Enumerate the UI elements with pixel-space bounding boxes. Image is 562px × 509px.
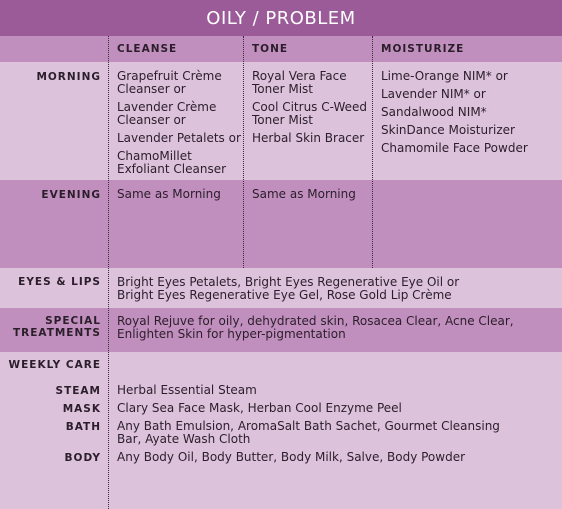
steam-text: Herbal Essential Steam xyxy=(117,383,257,397)
mask-label: MASK xyxy=(62,403,101,415)
morning-cleanse-item: ChamoMillet Exfoliant Cleanser xyxy=(117,149,227,176)
column-moisturize: MOISTURIZE xyxy=(381,43,465,55)
morning-moisturize-item: Lime-Orange NIM* or xyxy=(381,69,508,83)
weekly-care-label: WEEKLY CARE xyxy=(8,359,101,371)
column-divider xyxy=(372,36,373,268)
morning-moisturize-item: SkinDance Moisturizer xyxy=(381,123,515,137)
special-treatments-row xyxy=(0,308,562,352)
steam-label: STEAM xyxy=(55,385,101,397)
evening-label: EVENING xyxy=(41,189,101,201)
body-label: BODY xyxy=(64,452,101,464)
eyes-lips-text: Bright Eyes Petalets, Bright Eyes Regenerative Eye Oil or Bright Eyes Regenerative Eye Gel, Rose Gold Lip Crème xyxy=(117,275,460,302)
morning-label: MORNING xyxy=(36,71,101,83)
special-treatments-text: Royal Rejuve for oily, dehydrated skin, Rosacea Clear, Acne Clear, Enlighten Skin for hyper-pigmentation xyxy=(117,314,514,341)
bath-label: BATH xyxy=(65,421,101,433)
evening-row xyxy=(0,180,562,268)
mask-text: Clary Sea Face Mask, Herban Cool Enzyme Peel xyxy=(117,401,402,415)
morning-moisturize-item: Lavender NIM* or xyxy=(381,87,486,101)
morning-moisturize-item: Chamomile Face Powder xyxy=(381,141,528,155)
bath-text: Any Bath Emulsion, AromaSalt Bath Sachet, Gourmet Cleansing Bar, Ayate Wash Cloth xyxy=(117,419,500,446)
morning-row xyxy=(0,62,562,180)
morning-cleanse-item: Lavender Crème Cleanser or xyxy=(117,100,217,127)
morning-tone-item: Cool Citrus C-Weed Toner Mist xyxy=(252,100,368,127)
morning-cleanse-item: Grapefruit Crème Cleanser or xyxy=(117,69,222,96)
morning-moisturize-item: Sandalwood NIM* xyxy=(381,105,487,119)
morning-moisturize xyxy=(381,70,556,160)
weekly-care-row xyxy=(0,352,562,509)
special-treatments-label: SPECIAL TREATMENTS xyxy=(12,315,101,339)
column-divider xyxy=(108,36,109,509)
morning-cleanse xyxy=(117,70,242,181)
morning-tone-item: Royal Vera Face Toner Mist xyxy=(252,69,347,96)
header-row xyxy=(0,36,562,62)
chart-title: OILY / PROBLEM xyxy=(0,0,562,36)
column-divider xyxy=(243,36,244,268)
morning-tone xyxy=(252,70,370,150)
eyes-lips-row xyxy=(0,268,562,308)
column-cleanse: CLEANSE xyxy=(117,43,178,55)
morning-cleanse-item: Lavender Petalets or xyxy=(117,131,241,145)
evening-tone: Same as Morning xyxy=(252,187,356,201)
column-tone: TONE xyxy=(252,43,289,55)
morning-tone-item: Herbal Skin Bracer xyxy=(252,131,365,145)
body-text: Any Body Oil, Body Butter, Body Milk, Salve, Body Powder xyxy=(117,450,466,464)
eyes-lips-label: EYES & LIPS xyxy=(18,276,101,288)
evening-cleanse: Same as Morning xyxy=(117,187,221,201)
